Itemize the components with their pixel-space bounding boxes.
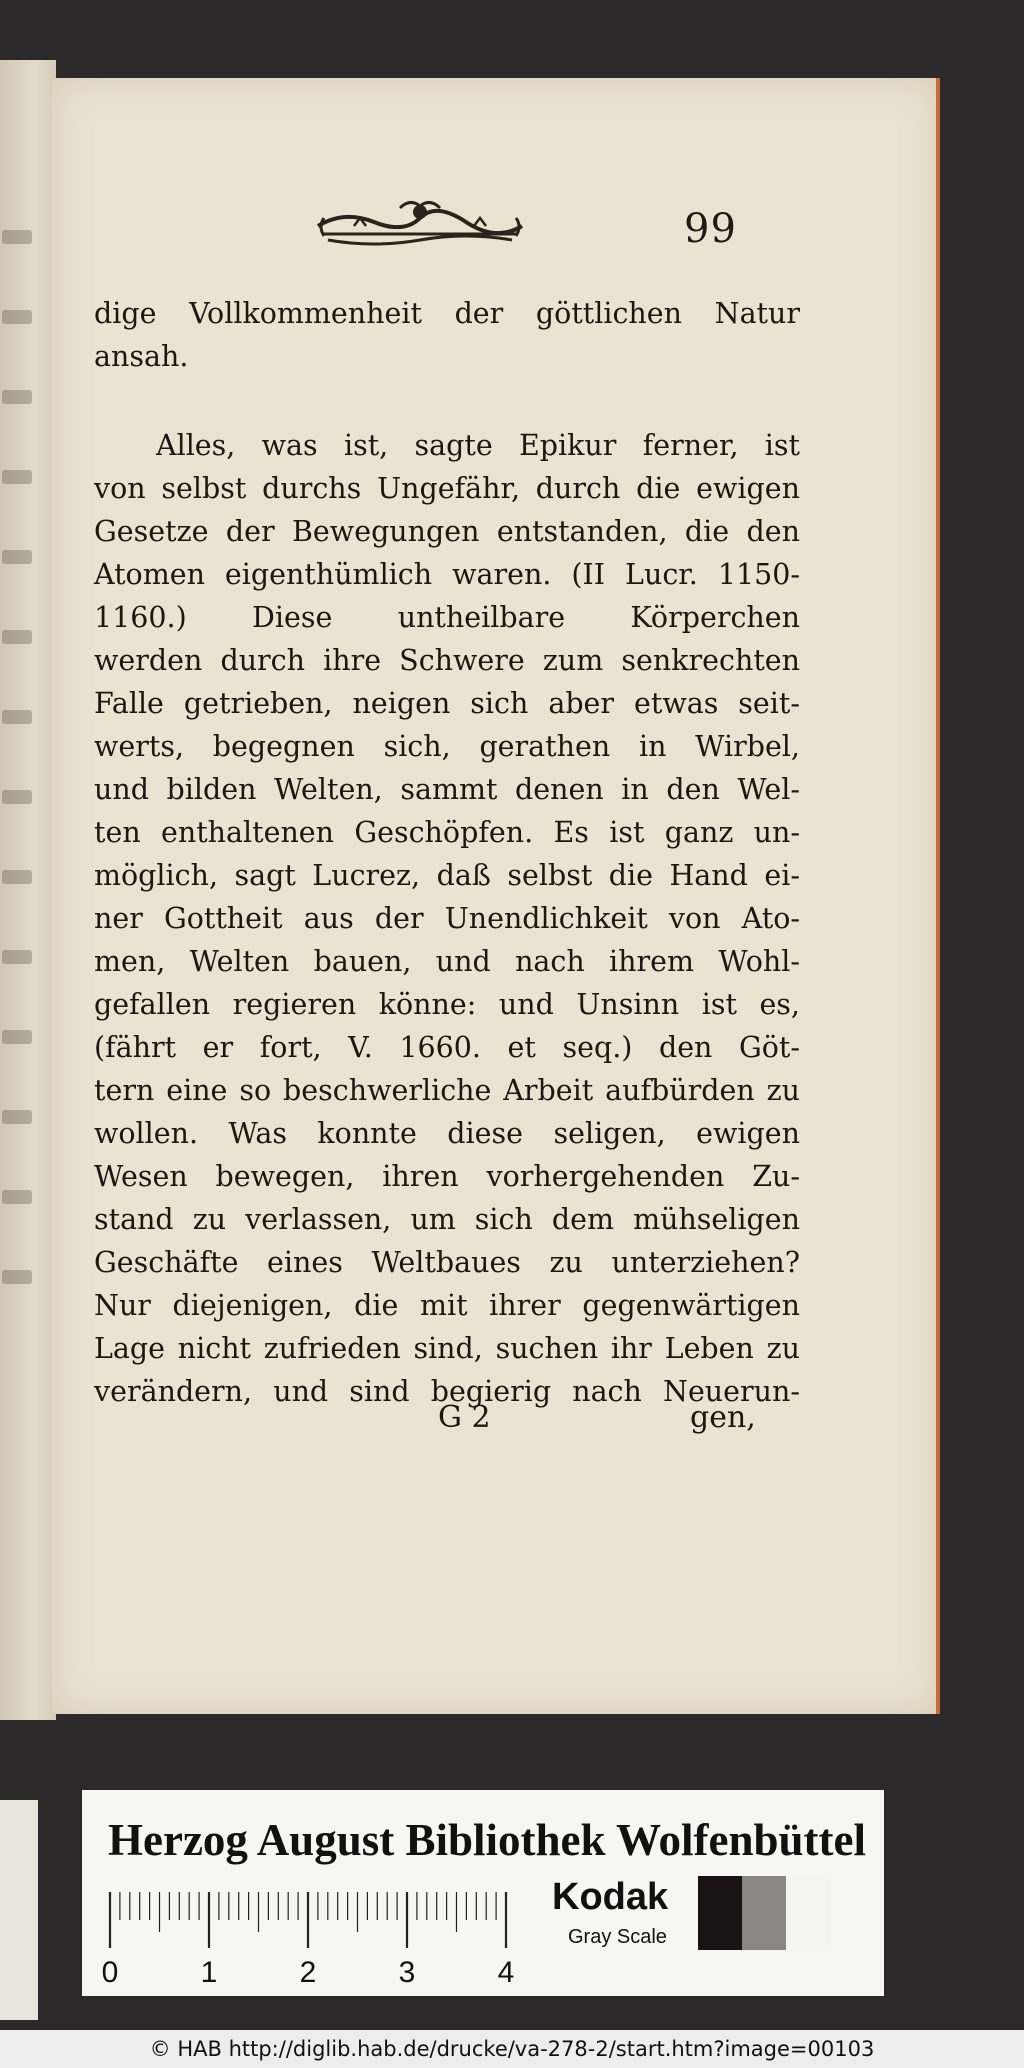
- text-line: 1160.) Diese untheilbare Körperchen: [94, 601, 800, 634]
- adjacent-scale-strip: [0, 1800, 38, 2020]
- text-line: tern eine so beschwerliche Arbeit aufbürden zu: [94, 1074, 800, 1107]
- bleed-through-mark: [2, 1190, 32, 1204]
- ruler-number: 2: [299, 1956, 317, 1989]
- text-line: werden durch ihre Schwere zum senkrechten: [94, 644, 800, 677]
- bleed-through-mark: [2, 630, 32, 644]
- bleed-through-mark: [2, 950, 32, 964]
- text-line: werts, begegnen sich, gerathen in Wirbel,: [94, 730, 800, 763]
- bleed-through-mark: [2, 1270, 32, 1284]
- gray-patch: [742, 1876, 786, 1950]
- gray-scale-label: Gray Scale: [568, 1926, 667, 1948]
- bleed-through-mark: [2, 310, 32, 324]
- bleed-through-mark: [2, 390, 32, 404]
- previous-page-edge: [0, 60, 56, 1720]
- bleed-through-mark: [2, 710, 32, 724]
- text-line: möglich, sagt Lucrez, daß selbst die Hand ei-: [94, 859, 800, 892]
- bleed-through-mark: [2, 870, 32, 884]
- footer-credit: © HAB http://diglib.hab.de/drucke/va-278-2/start.htm?image=00103: [0, 2030, 1024, 2068]
- bleed-through-mark: [2, 790, 32, 804]
- text-line: und bilden Welten, sammt denen in den Wel-: [94, 773, 800, 806]
- gray-patch: [786, 1876, 830, 1950]
- text-line: Falle getrieben, neigen sich aber etwas seit-: [94, 687, 800, 720]
- text-line: Alles, was ist, sagte Epikur ferner, ist: [156, 429, 800, 462]
- text-line: von selbst durchs Ungefähr, durch die ewigen: [94, 472, 800, 505]
- bleed-through-mark: [2, 1030, 32, 1044]
- ruler-number: 1: [200, 1956, 218, 1989]
- text-line: ner Gottheit aus der Unendlichkeit von Ato-: [94, 902, 800, 935]
- bleed-through-mark: [2, 550, 32, 564]
- kodak-logo-text: Kodak: [552, 1876, 669, 1918]
- measurement-ruler: [101, 1890, 526, 1990]
- paragraph-gap: [94, 378, 800, 424]
- bleed-through-mark: [2, 470, 32, 484]
- gray-patch: [698, 1876, 742, 1950]
- text-line: wollen. Was konnte diese seligen, ewigen: [94, 1117, 800, 1150]
- text-line: ten enthaltenen Geschöpfen. Es ist ganz un-: [94, 816, 800, 849]
- ruler-number: 0: [101, 1956, 119, 1989]
- text-line: gefallen regieren könne: und Unsinn ist es,: [94, 988, 800, 1021]
- catchword: gen,: [690, 1400, 756, 1435]
- bleed-through-mark: [2, 1110, 32, 1124]
- text-line: Lage nicht zufrieden sind, suchen ihr Leben zu: [94, 1332, 800, 1365]
- gray-scale-patches: [698, 1876, 830, 1950]
- ruler-number: 4: [497, 1956, 515, 1989]
- text-line: Gesetze der Bewegungen entstanden, die den: [94, 515, 800, 548]
- page-number: 99: [684, 206, 737, 252]
- text-line: Wesen bewegen, ihren vorhergehenden Zu-: [94, 1160, 800, 1193]
- text-line: (fährt er fort, V. 1660. et seq.) den Göt-: [94, 1031, 800, 1064]
- text-line: stand zu verlassen, um sich dem mühseligen: [94, 1203, 800, 1236]
- text-line: Nur diejenigen, die mit ihrer gegenwärtigen: [94, 1289, 800, 1322]
- bleed-through-mark: [2, 230, 32, 244]
- text-line: Geschäfte eines Weltbaues zu unterziehen?: [94, 1246, 800, 1279]
- text-line: verändern, und sind begierig nach Neuerun-: [94, 1375, 800, 1408]
- body-text: [94, 292, 800, 1413]
- color-scale-card: [82, 1790, 884, 1996]
- book-page: [52, 78, 940, 1714]
- library-name: Herzog August Bibliothek Wolfenbüttel: [108, 1815, 866, 1865]
- signature-mark: G 2: [438, 1400, 491, 1435]
- headpiece-ornament: [314, 196, 526, 252]
- text-line: ansah.: [94, 340, 189, 373]
- text-line: dige Vollkommenheit der göttlichen Natur: [94, 297, 800, 330]
- text-line: men, Welten bauen, und nach ihrem Wohl-: [94, 945, 800, 978]
- text-line: Atomen eigenthümlich waren. (II Lucr. 1150-: [94, 558, 800, 591]
- ruler-number: 3: [398, 1956, 416, 1989]
